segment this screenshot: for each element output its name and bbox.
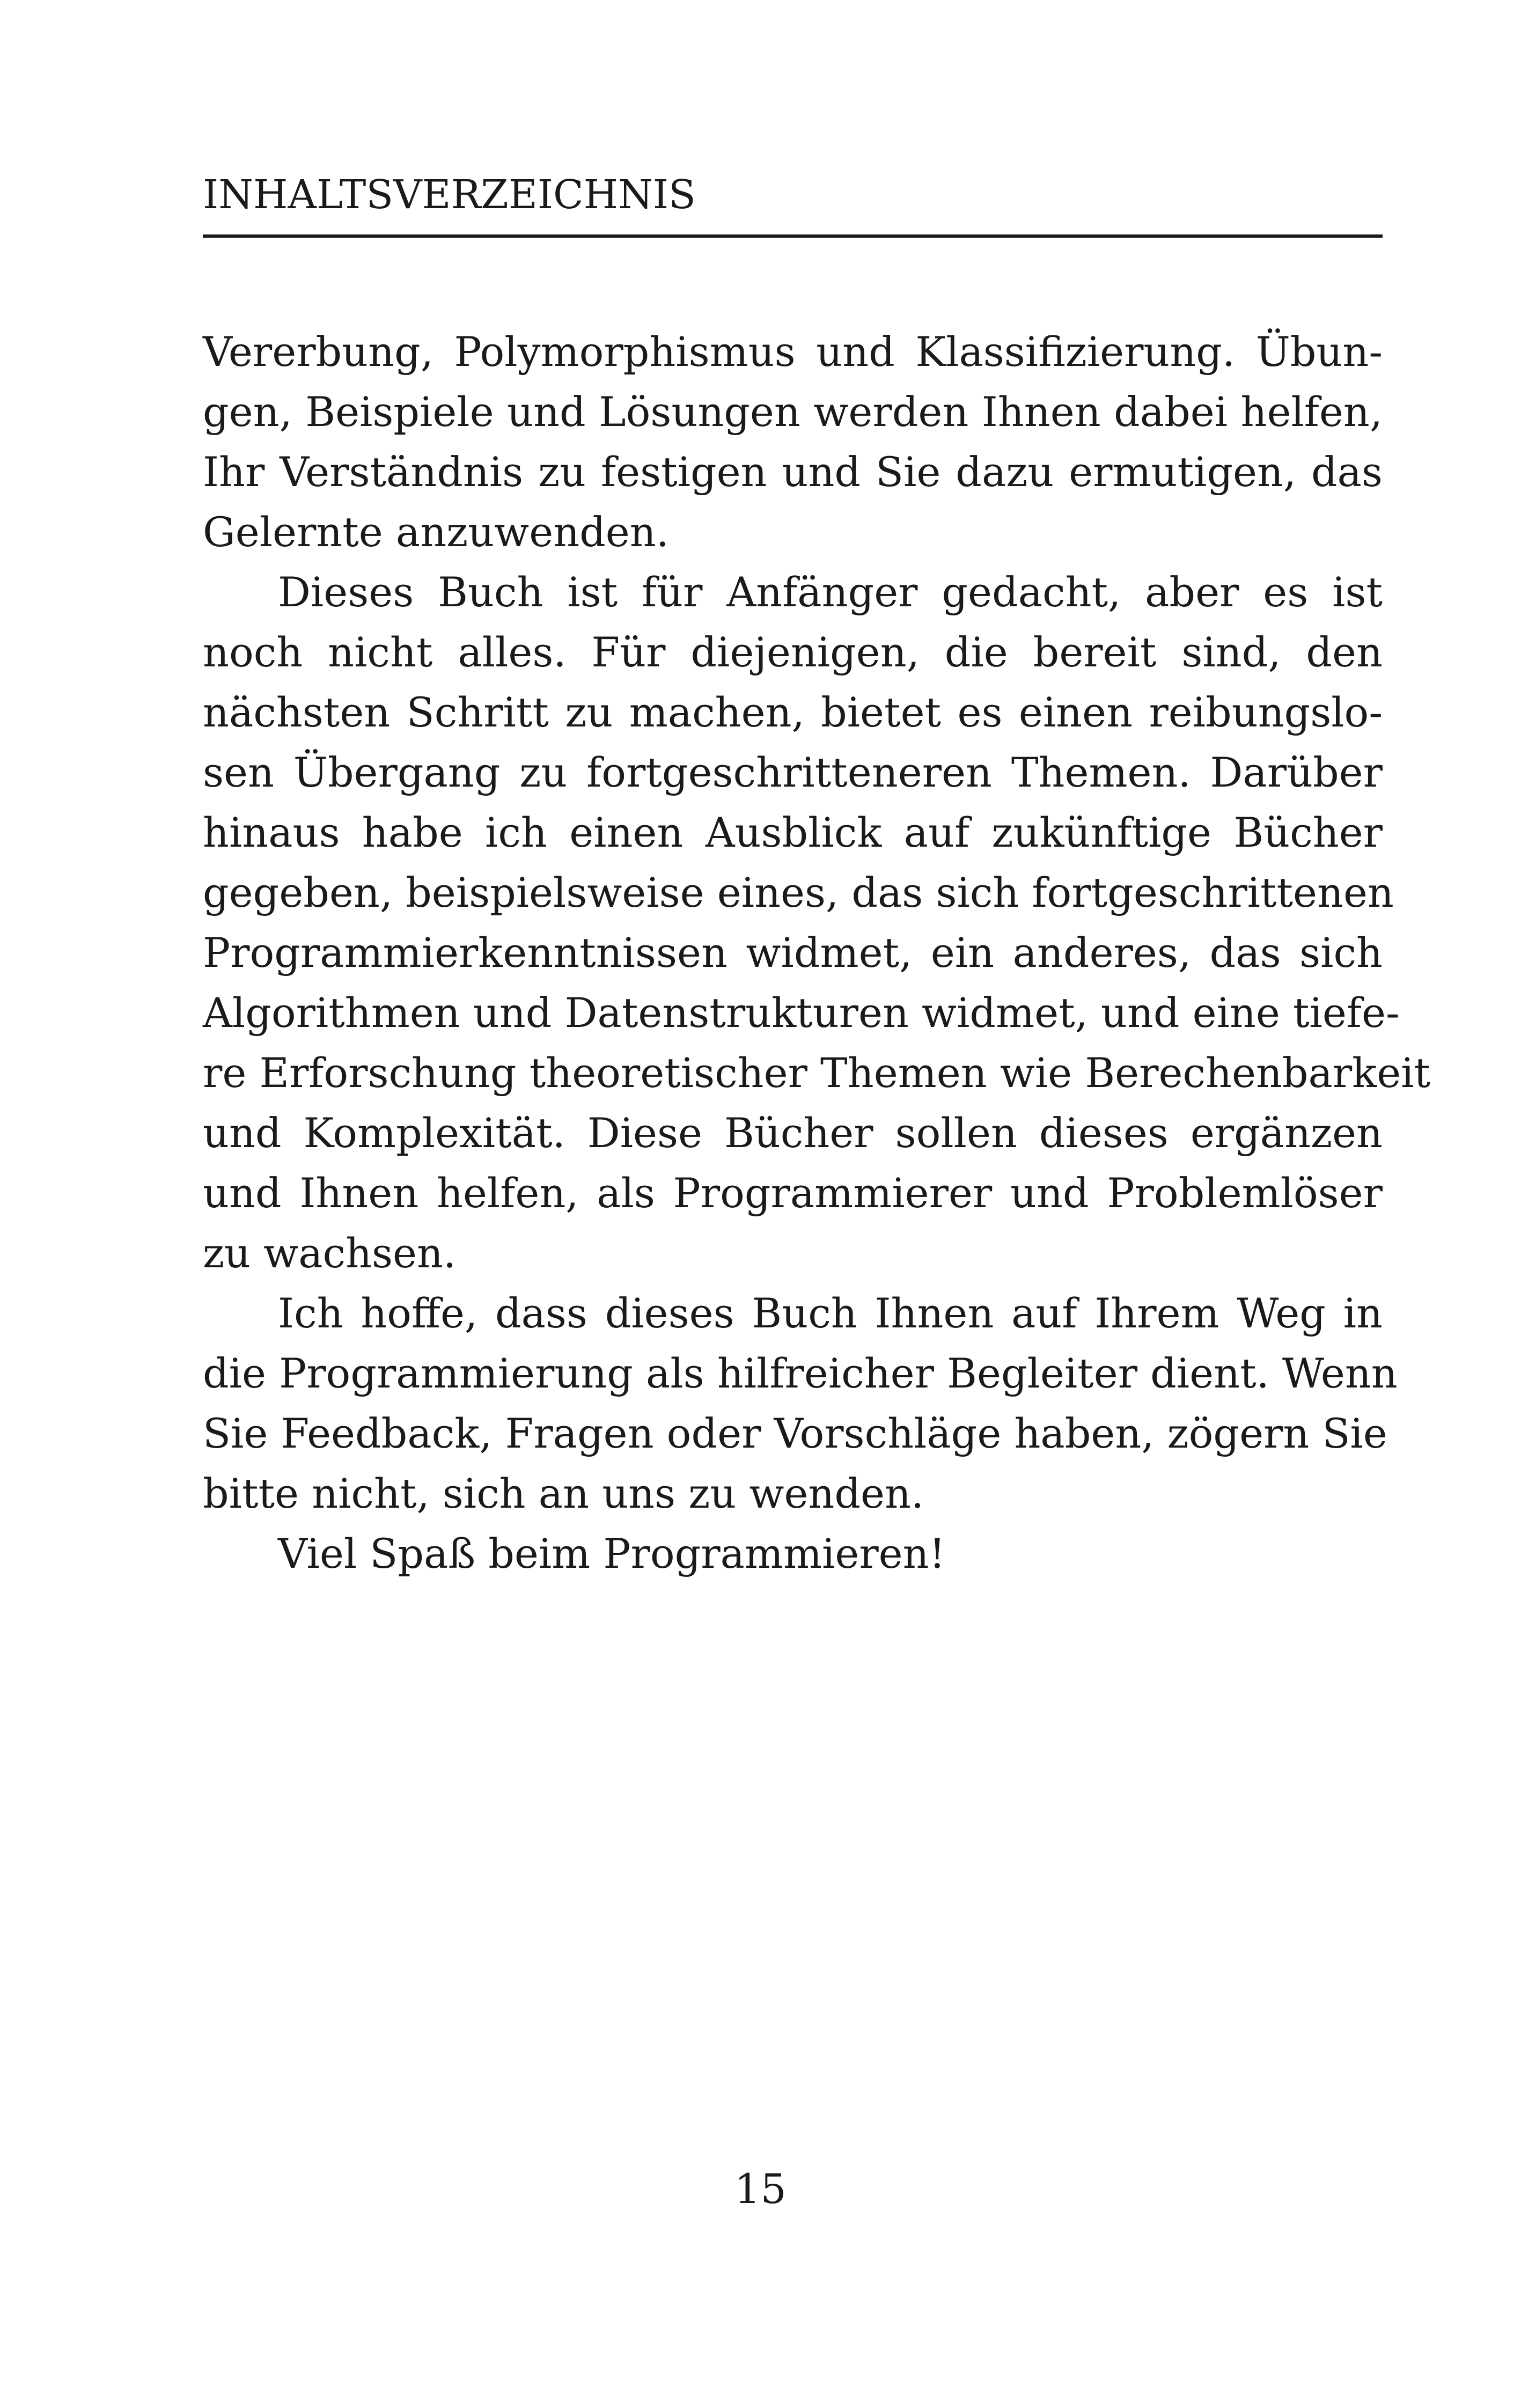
- body-text: [203, 322, 1431, 1584]
- text-line: Sie Feedback, Fragen oder Vorschläge haben, zögern Sie: [203, 1409, 1387, 1457]
- text-line: Ich hoffe, dass dieses Buch Ihnen auf Ihrem Weg in: [278, 1289, 1383, 1337]
- running-header: INHALTSVERZEICHNIS: [203, 172, 696, 218]
- text-line: Algorithmen und Datenstrukturen widmet, und eine tiefe-: [203, 989, 1400, 1037]
- page-number: 15: [734, 2165, 787, 2213]
- text-line: gen, Beispiele und Lösungen werden Ihnen dabei helfen,: [203, 388, 1383, 436]
- header-rule: [203, 234, 1383, 238]
- text-line: und Ihnen helfen, als Programmierer und Problemlöser: [203, 1169, 1383, 1217]
- text-line: sen Übergang zu fortgeschritteneren Themen. Darüber: [203, 748, 1383, 796]
- text-line: Ihr Verständnis zu festigen und Sie dazu ermutigen, das: [203, 448, 1383, 496]
- text-line: zu wachsen.: [203, 1229, 457, 1277]
- text-line: gegeben, beispielsweise eines, das sich fortgeschrittenen: [203, 869, 1394, 916]
- text-line: nächsten Schritt zu machen, bietet es einen reibungslo-: [203, 688, 1383, 736]
- text-line: noch nicht alles. Für diejenigen, die bereit sind, den: [203, 628, 1383, 676]
- text-line: Dieses Buch ist für Anfänger gedacht, aber es ist: [278, 568, 1383, 616]
- text-line: Vererbung, Polymorphismus und Klassifizierung. Übun-: [203, 328, 1383, 376]
- text-line: Programmierkenntnissen widmet, ein anderes, das sich: [203, 929, 1383, 977]
- text-line: re Erforschung theoretischer Themen wie Berechenbarkeit: [203, 1049, 1431, 1097]
- text-line: die Programmierung als hilfreicher Begleiter dient. Wenn: [203, 1349, 1398, 1397]
- text-line: und Komplexität. Diese Bücher sollen dieses ergänzen: [203, 1109, 1383, 1157]
- text-line: hinaus habe ich einen Ausblick auf zukünftige Bücher: [203, 809, 1383, 856]
- text-line: bitte nicht, sich an uns zu wenden.: [203, 1470, 924, 1517]
- text-line: Viel Spaß beim Programmieren!: [278, 1530, 946, 1577]
- text-line: Gelernte anzuwenden.: [203, 508, 669, 556]
